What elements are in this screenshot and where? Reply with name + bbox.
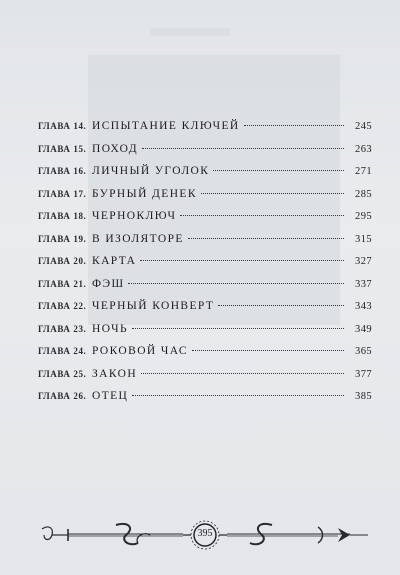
dot-leader [244, 124, 344, 126]
toc-entry [38, 368, 372, 391]
toc-entry [38, 143, 372, 166]
chapter-title: ЗАКОН [92, 367, 138, 380]
chapter-page-number: 245 [355, 121, 372, 132]
dot-leader [201, 192, 344, 194]
chapter-page-number: 349 [355, 323, 372, 335]
chapter-title: ЧЕРНЫЙ КОНВЕРТ [92, 300, 215, 312]
chapter-label: ГЛАВА 16. [38, 166, 87, 176]
chapter-page-number: 385 [355, 391, 372, 402]
toc-entry [38, 390, 372, 413]
chapter-page-number: 295 [355, 211, 372, 222]
toc-entry [38, 188, 372, 211]
table-of-contents [38, 120, 372, 413]
toc-entry [38, 323, 372, 346]
chapter-label: ГЛАВА 23. [38, 323, 87, 334]
chapter-page-number: 343 [355, 301, 372, 312]
chapter-title: РОКОВОЙ ЧАС [92, 345, 188, 357]
chapter-page-number: 337 [355, 278, 372, 290]
chapter-label: ГЛАВА 24. [38, 346, 87, 356]
chapter-page-number: 263 [355, 143, 372, 155]
chapter-title: КАРТА [92, 255, 137, 267]
chapter-title: НОЧЬ [92, 322, 129, 335]
chapter-title: БУРНЫЙ ДЕНЕК [92, 187, 197, 200]
chapter-label: ГЛАВА 19. [38, 233, 87, 244]
chapter-page-number: 365 [355, 346, 372, 357]
toc-entry [38, 120, 372, 143]
chapter-label: ГЛАВА 18. [38, 211, 87, 221]
chapter-page-number: 377 [355, 368, 372, 380]
dot-leader [142, 147, 344, 149]
page-number: 395 [197, 528, 213, 539]
toc-entry [38, 165, 372, 188]
chapter-title: ОТЕЦ [92, 390, 129, 402]
chapter-label: ГЛАВА 26. [38, 391, 87, 401]
dot-leader [132, 327, 344, 329]
chapter-page-number: 285 [355, 188, 372, 200]
chapter-label: ГЛАВА 14. [38, 121, 87, 131]
chapter-page-number: 271 [355, 166, 372, 177]
dot-leader [188, 237, 344, 239]
toc-entry [38, 233, 372, 256]
dot-leader [141, 372, 344, 374]
dot-leader [218, 304, 344, 306]
chapter-page-number: 327 [355, 256, 372, 267]
chapter-title: В ИЗОЛЯТОРЕ [92, 232, 184, 245]
dot-leader [128, 282, 344, 284]
toc-entry [38, 300, 372, 323]
chapter-title: ИСПЫТАНИЕ КЛЮЧЕЙ [92, 120, 240, 132]
dot-leader [213, 169, 344, 171]
toc-entry [38, 278, 372, 301]
footer-ornament [38, 515, 372, 555]
toc-entry [38, 255, 372, 278]
chapter-page-number: 315 [355, 233, 372, 245]
chapter-label: ГЛАВА 25. [38, 368, 87, 379]
bleed-through-mark [150, 28, 230, 36]
dot-leader [140, 259, 344, 261]
chapter-title: ЛИЧНЫЙ УГОЛОК [92, 165, 210, 177]
dot-leader [192, 349, 344, 351]
dot-leader [132, 394, 344, 396]
chapter-label: ГЛАВА 20. [38, 256, 87, 266]
chapter-title: ПОХОД [92, 142, 139, 155]
chapter-title: ФЭШ [92, 277, 125, 290]
toc-entry [38, 210, 372, 233]
chapter-label: ГЛАВА 22. [38, 301, 87, 311]
chapter-title: ЧЕРНОКЛЮЧ [92, 210, 177, 222]
dot-leader [180, 214, 344, 216]
chapter-label: ГЛАВА 21. [38, 278, 87, 289]
chapter-label: ГЛАВА 15. [38, 143, 87, 154]
chapter-label: ГЛАВА 17. [38, 188, 87, 199]
toc-entry [38, 345, 372, 368]
